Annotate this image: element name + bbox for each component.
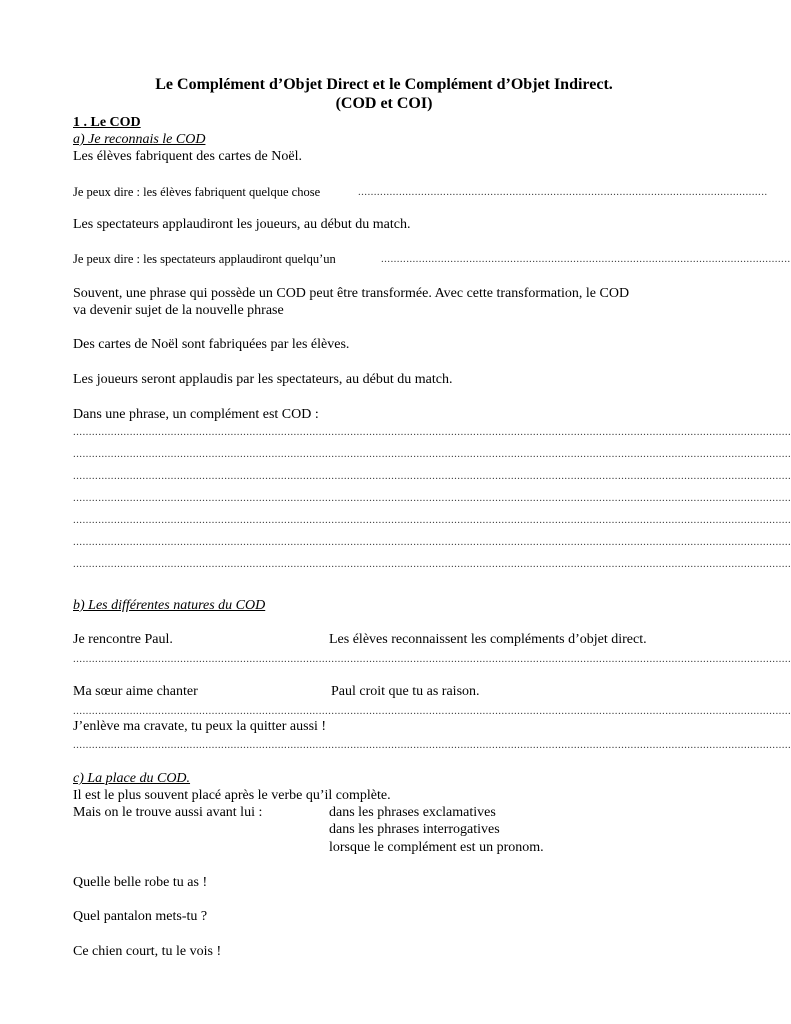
section-1-heading: 1 . Le COD bbox=[73, 115, 141, 130]
answer-line-2[interactable]: .................................................................................................................................. bbox=[381, 253, 791, 265]
definition-answer-line[interactable]: .................................................................................................................................................................................................................................... bbox=[73, 558, 791, 570]
placement-case-1: dans les phrases exclamatives bbox=[329, 805, 496, 820]
nature-example-1-left: Je rencontre Paul. bbox=[73, 632, 173, 647]
prompt-1: Je peux dire : les élèves fabriquent quelque chose bbox=[73, 185, 321, 199]
sentence-2: Les spectateurs applaudiront les joueurs, au début du match. bbox=[73, 217, 411, 232]
placement-case-3: lorsque le complément est un pronom. bbox=[329, 840, 544, 855]
title-line-1: Le Complément d’Objet Direct et le Complément d’Objet Indirect. bbox=[155, 76, 613, 93]
nature-example-2-left: Ma sœur aime chanter bbox=[73, 684, 198, 699]
nature-answer-line-2[interactable]: .................................................................................................................................................................................................................................... bbox=[73, 705, 791, 717]
nature-example-3: J’enlève ma cravate, tu peux la quitter aussi ! bbox=[73, 719, 327, 734]
subsection-b-heading: b) Les différentes natures du COD bbox=[73, 598, 266, 613]
prompt-2: Je peux dire : les spectateurs applaudiront quelqu’un bbox=[73, 252, 336, 266]
placement-line-1: Il est le plus souvent placé après le verbe qu’il complète. bbox=[73, 788, 391, 803]
nature-answer-line-3[interactable]: .................................................................................................................................................................................................................................... bbox=[73, 739, 791, 751]
definition-answer-line[interactable]: .................................................................................................................................................................................................................................... bbox=[73, 492, 791, 504]
definition-answer-line[interactable]: .................................................................................................................................................................................................................................... bbox=[73, 536, 791, 548]
sentence-1: Les élèves fabriquent des cartes de Noël. bbox=[73, 149, 302, 164]
placement-case-2: dans les phrases interrogatives bbox=[329, 822, 500, 837]
placement-example-3: Ce chien court, tu le vois ! bbox=[73, 944, 222, 959]
paragraph-line-2: va devenir sujet de la nouvelle phrase bbox=[73, 303, 284, 318]
subsection-c-heading: c) La place du COD. bbox=[73, 771, 191, 786]
definition-answer-line[interactable]: .................................................................................................................................................................................................................................... bbox=[73, 514, 791, 526]
nature-example-2-right: Paul croit que tu as raison. bbox=[331, 684, 480, 699]
definition-answer-line[interactable]: .................................................................................................................................................................................................................................... bbox=[73, 470, 791, 482]
subsection-a-heading: a) Je reconnais le COD bbox=[73, 132, 206, 147]
paragraph-line-1: Souvent, une phrase qui possède un COD peut être transformée. Avec cette transformation, le COD bbox=[73, 286, 630, 301]
transformed-sentence-1: Des cartes de Noël sont fabriquées par les élèves. bbox=[73, 337, 350, 352]
nature-answer-line-1[interactable]: .................................................................................................................................................................................................................................... bbox=[73, 653, 791, 665]
nature-example-1-right: Les élèves reconnaissent les compléments d’objet direct. bbox=[329, 632, 647, 647]
placement-example-1: Quelle belle robe tu as ! bbox=[73, 875, 208, 890]
definition-answer-line[interactable]: .................................................................................................................................................................................................................................... bbox=[73, 426, 791, 438]
answer-line-1[interactable]: .................................................................................................................................. bbox=[358, 186, 768, 198]
definition-prompt: Dans une phrase, un complément est COD : bbox=[73, 407, 319, 422]
title-line-2: (COD et COI) bbox=[335, 95, 433, 112]
transformed-sentence-2: Les joueurs seront applaudis par les spectateurs, au début du match. bbox=[73, 372, 453, 387]
definition-answer-line[interactable]: .................................................................................................................................................................................................................................... bbox=[73, 448, 791, 460]
placement-line-2: Mais on le trouve aussi avant lui : bbox=[73, 805, 263, 820]
placement-example-2: Quel pantalon mets-tu ? bbox=[73, 909, 208, 924]
